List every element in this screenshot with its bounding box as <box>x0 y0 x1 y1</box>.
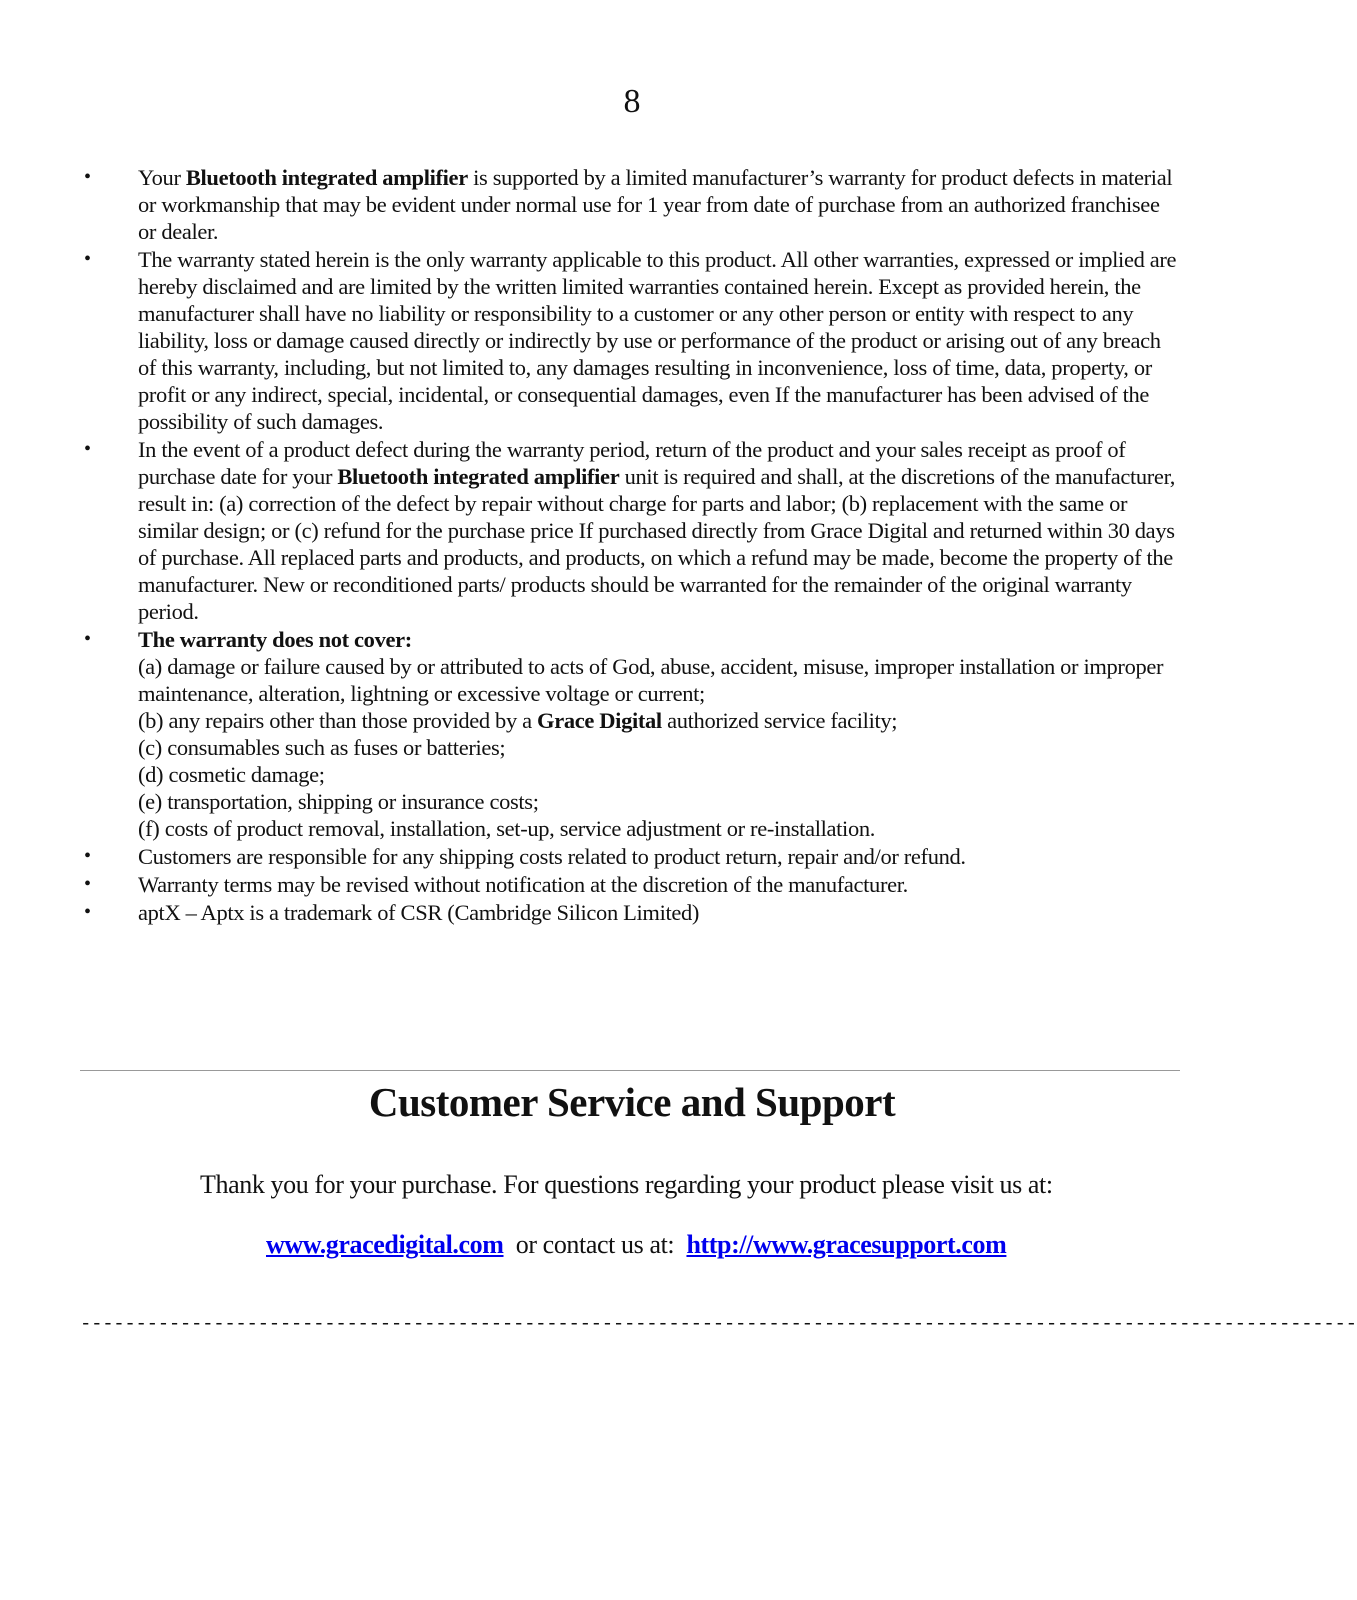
list-item <box>82 436 1182 625</box>
list-item <box>82 626 1182 842</box>
item-text: Warranty terms may be revised without notification at the discretion of the manufacturer. <box>138 872 908 897</box>
product-name: Bluetooth integrated amplifier <box>337 464 620 489</box>
bullet-icon: • <box>84 166 91 188</box>
exclusion-f: (f) costs of product removal, installation, set-up, service adjustment or re-installation. <box>138 816 876 841</box>
thanks-text: Thank you for your purchase. For questions regarding your product please visit us at: <box>200 1170 1053 1199</box>
section-divider <box>80 1070 1180 1071</box>
item-text: The warranty stated herein is the only warranty applicable to this product. All other warranties, expressed or implied are hereby disclaimed and are limited by the written limited warranties contained herein. Except as provided herein, the manufacturer shall have no liability or responsibility to a customer or any other person or entity with respect to any liability, loss or damage caused directly or indirectly by use or performance of the product or arising out of any breach of this warranty, including, but not limited to, any damages resulting in inconvenience, loss of time, data, property, or profit or any indirect, special, incidental, or consequential damages, even If the manufacturer has been advised of the possibility of such damages. <box>138 247 1177 434</box>
contact-middle-text: or contact us at: <box>503 1230 687 1259</box>
section-title: Customer Service and Support <box>368 1079 896 1125</box>
exclusion-e: (e) transportation, shipping or insurance costs; <box>138 789 539 814</box>
item-text: unit is required and shall, at the discretions of the manufacturer, result in: (a) correction of the defect by repair without charge for parts and labor; (b) replacement with the same or similar design; or (c) refund for the purchase price If purchased directly from Grace Digital and returned within 30 days of purchase. All replaced parts and products, and products, on which a refund may be made, become the property of the manufacturer. New or reconditioned parts/ products should be warranted for the remainder of the original warranty period. <box>138 464 1176 624</box>
warranty-list <box>82 164 1182 927</box>
exclusion-d: (d) cosmetic damage; <box>138 762 325 787</box>
page-number: 8 <box>623 83 641 120</box>
dashed-separator: ------------------------------------------------------------------------------------------------------------------- <box>80 1313 1357 1335</box>
item-text: Your <box>138 165 186 190</box>
bullet-icon: • <box>84 873 91 895</box>
item-text: aptX – Aptx is a trademark of CSR (Cambridge Silicon Limited) <box>138 900 700 925</box>
exclusion-b-post: authorized service facility; <box>661 708 898 733</box>
item-text: In the event of a product defect during the warranty period, return of the product and your sales receipt as proof of purchase date for your <box>138 437 1126 489</box>
exclusions-heading: The warranty does not cover: <box>138 627 412 652</box>
bullet-icon: • <box>84 248 91 270</box>
product-name: Bluetooth integrated amplifier <box>185 165 468 190</box>
bullet-icon: • <box>84 901 91 923</box>
item-text: is supported by a limited manufacturer’s warranty for product defects in material or workmanship that may be evident under normal use for 1 year from date of purchase from an authorized franchisee or dealer. <box>138 165 1173 244</box>
exclusion-c: (c) consumables such as fuses or batteries; <box>138 735 506 760</box>
bullet-icon: • <box>84 845 91 867</box>
gracedigital-link[interactable]: www.gracedigital.com <box>266 1230 504 1259</box>
gracesupport-link[interactable]: http://www.gracesupport.com <box>686 1230 1007 1259</box>
list-item <box>82 843 1182 870</box>
brand-name: Grace Digital <box>537 708 662 733</box>
bullet-icon: • <box>84 628 91 650</box>
list-item <box>82 164 1182 245</box>
exclusion-a: (a) damage or failure caused by or attributed to acts of God, abuse, accident, misuse, improper installation or improper maintenance, alteration, lightning or excessive voltage or current; <box>138 654 1164 706</box>
item-text: Customers are responsible for any shipping costs related to product return, repair and/or refund. <box>138 844 966 869</box>
list-item <box>82 871 1182 898</box>
exclusion-b-pre: (b) any repairs other than those provided by a <box>138 708 538 733</box>
bullet-icon: • <box>84 438 91 460</box>
contact-line <box>266 1228 1226 1262</box>
list-item <box>82 899 1182 926</box>
exclusion-b <box>138 707 1182 734</box>
list-item <box>82 246 1182 435</box>
